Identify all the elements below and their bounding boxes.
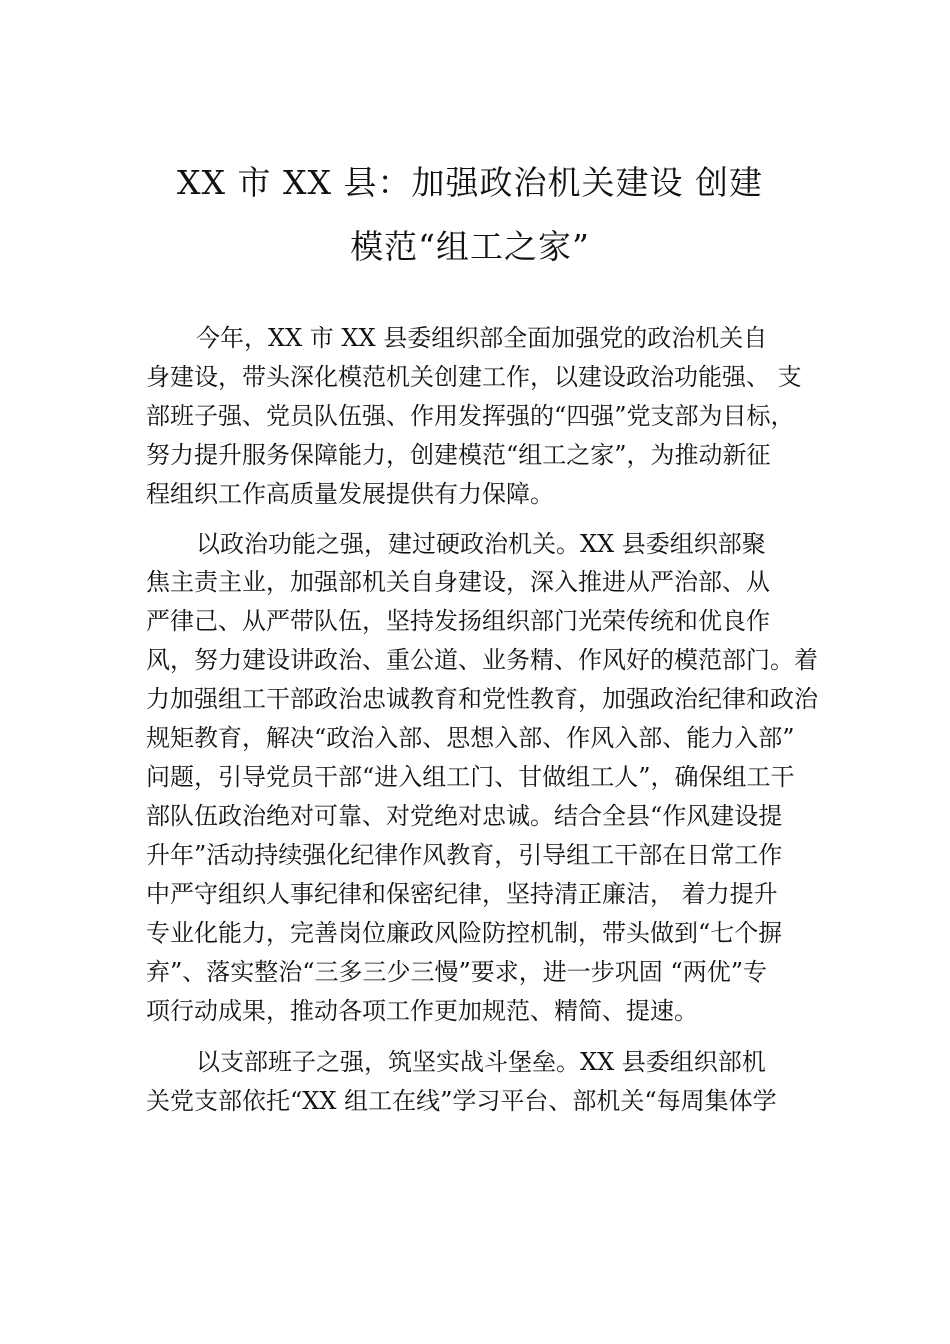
paragraph-1-line: 部班子强、党员队伍强、作用发挥强的“四强”党支部为目标，: [146, 402, 795, 430]
paragraph-2-line: 部队伍政治绝对可靠、对党绝对忠诚。结合全县“作风建设提: [146, 802, 783, 830]
paragraph-2-line: 力加强组工干部政治忠诚教育和党性教育，加强政治纪律和政治: [146, 685, 818, 713]
paragraph-2-line: 项行动成果，推动各项工作更加规范、精简、提速。: [146, 997, 698, 1025]
paragraph-3-line: 关党支部依托“XX 组工在线”学习平台、部机关“每周集体学: [146, 1087, 777, 1115]
paragraph-2-line: 严律己、从严带队伍，坚持发扬组织部门光荣传统和优良作: [146, 607, 770, 635]
paragraph-1-line: 程组织工作高质量发展提供有力保障。: [146, 480, 554, 508]
paragraph-2-line: 风，努力建设讲政治、重公道、业务精、作风好的模范部门。着: [146, 646, 818, 674]
paragraph-2-line: 规矩教育，解决“政治入部、思想入部、作风入部、能力入部”: [146, 724, 795, 752]
paragraph-2-line: 以政治功能之强，建过硬政治机关。XX 县委组织部聚: [196, 530, 766, 558]
paragraph-2-line: 弃”、落实整治“三多三少三慢”要求，进一步巩固 “两优”专: [146, 958, 767, 986]
paragraph-2-line: 中严守组织人事纪律和保密纪律，坚持清正廉洁， 着力提升: [146, 880, 778, 908]
paragraph-2-line: 问题，引导党员干部“进入组工门、甘做组工人”，确保组工干: [146, 763, 795, 791]
paragraph-2-line: 专业化能力，完善岗位廉政风险防控机制，带头做到“七个摒: [146, 919, 783, 947]
document-title-line-1: XX 市 XX 县：加强政治机关建设 创建: [177, 163, 763, 202]
paragraph-1-line: 努力提升服务保障能力，创建模范“组工之家”，为推动新征: [146, 441, 771, 469]
paragraph-2-line: 升年”活动持续强化纪律作风教育，引导组工干部在日常工作: [146, 841, 783, 869]
paragraph-2-line: 焦主责主业，加强部机关自身建设，深入推进从严治部、从: [146, 568, 770, 596]
paragraph-1-line: 身建设，带头深化模范机关创建工作，以建设政治功能强、 支: [146, 363, 802, 391]
paragraph-3-line: 以支部班子之强，筑坚实战斗堡垒。XX 县委组织部机: [196, 1048, 766, 1076]
paragraph-1-line: 今年，XX 市 XX 县委组织部全面加强党的政治机关自: [196, 324, 768, 352]
document-title-line-2: 模范“组工之家”: [350, 227, 590, 266]
